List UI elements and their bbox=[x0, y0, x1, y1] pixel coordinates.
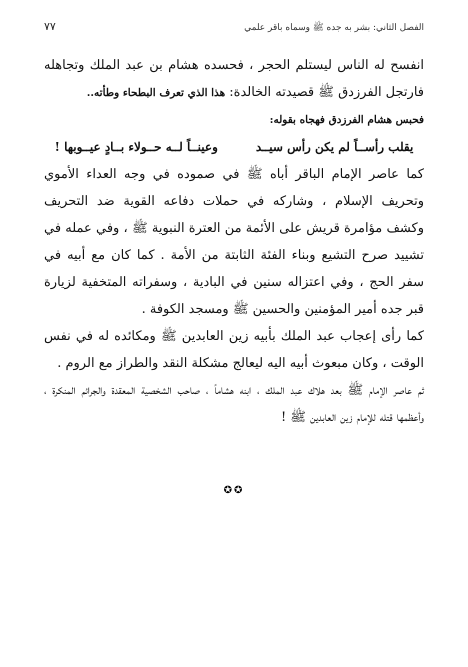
poem-hemistich-2: وعينــاً لــه حــولاء بــادٍ عيــوبها ! bbox=[54, 140, 218, 154]
body-text bbox=[44, 52, 424, 431]
poem-verse bbox=[44, 134, 424, 161]
paragraph-3: كما رأى إعجاب عبد الملك بأبيه زين العابدين ﷺ ومكائده له في نفس الوقت ، وكان مبعوث أبيه اليه ليعالج مشكلة النقد والطراز مع الروم . bbox=[44, 329, 424, 371]
paragraph-1 bbox=[44, 52, 424, 107]
paragraph-4: ثم عاصر الإمام ﷺ بعد هلاك عبد الملك ، ابنه هشاماً ، صاحب الشخصية المعقدة والجرائم المنكرة ، وأعظمها قتله للإمام زين العابدين ﷺ ! bbox=[44, 383, 424, 425]
paragraph-1-text: انفسح له الناس ليستلم الحجر ، فحسده هشام بن عبد الملك وتجاهله فارتجل الفرزدق ﷺ قصيدته الخالدة: bbox=[44, 58, 424, 100]
paragraph-2: كما عاصر الإمام الباقر أباه ﷺ في صموده في وجه العداء الأموي وتحريف الإسلام ، وشاركه في حملات دفاعه القوية ضد التحريف وكشف مؤامرة قريش على الأئمة من العترة النبوية ﷺ ، وفي عمله في تشييد صرح التشيع وبناء الفئة الثابتة من الأمة . كما كان مع أبيه في سفر الحج ، وفي اعتزاله سنين في البادية ، وسفراته المتخفية لزيارة قبر جده أمير المؤمنين والحسين ﷺ ومسجد الكوفة . bbox=[44, 167, 424, 317]
page-number: ٧٧ bbox=[44, 20, 56, 33]
section-end-ornament: ✪✪ bbox=[223, 485, 245, 496]
running-header bbox=[44, 20, 424, 36]
running-title: الفصل الثاني: بشر به جده ﷺ وسماه باقر علمي bbox=[244, 23, 424, 33]
poem-intro: فحبس هشام الفرزدق فهجاه بقوله: bbox=[269, 114, 424, 126]
poem-hemistich-1: يقلب رأســاً لم يكن رأس سيــد bbox=[255, 140, 414, 154]
famous-verse-quote: هذا الذي تعرف البطحاء وطأته.. bbox=[86, 87, 226, 99]
